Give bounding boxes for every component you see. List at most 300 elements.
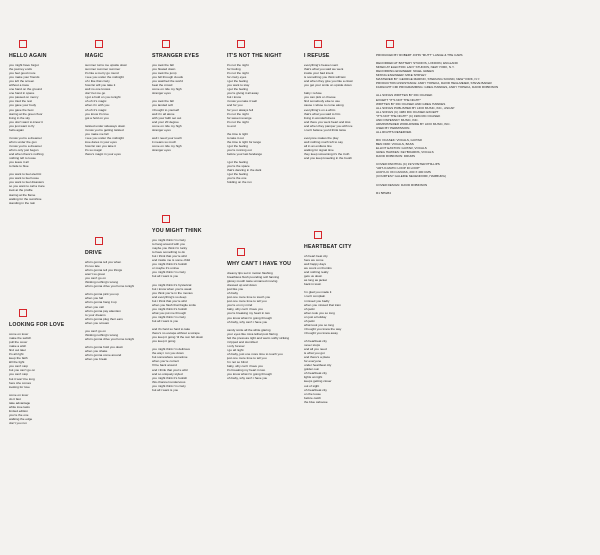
lyric-line: pull the cover (9, 340, 28, 345)
lyric-line: you leave it all (9, 160, 29, 165)
song-title: STRANGER EYES (152, 53, 199, 59)
credits-block (376, 40, 498, 195)
credit-line: RIC OCASEK: VOCALS, GUITAR (376, 137, 422, 142)
lyric-line: when you shake (85, 349, 108, 354)
lyric-line: who's gonna plug their ears (85, 316, 123, 321)
lyric-line: it's all right (9, 352, 24, 357)
lyric-line: baby, why can't i have you (227, 364, 263, 369)
lyric-line: you gave your body (9, 103, 37, 108)
lyric-line: you can't stop (9, 364, 28, 369)
lyric-line: you can pick or choose (304, 95, 336, 100)
lyric-line: you might think i'm crazy (152, 314, 186, 319)
lyric-line: to hang around with you (152, 242, 186, 247)
lyric-line: when you fall (85, 296, 104, 301)
lyric-line: well happy days (304, 262, 327, 267)
lyric-line: all in an endless line (304, 143, 332, 148)
credit-line: MASTERED BY: GEORGE MARINO, STERLING SOUND, NEW YORK, N.Y. (376, 77, 481, 82)
lyric-line: you landed soft (152, 103, 173, 108)
lyric-line: we count on thumbs (304, 266, 332, 271)
lyric-line: everyone makes the play (304, 135, 339, 140)
lyric-line: you can't stop (9, 372, 28, 377)
lyric-line: that's what you said we went (304, 67, 344, 72)
lyric-line: you might have forgot (9, 63, 39, 67)
song-title: IT'S NOT THE NIGHT (227, 53, 282, 59)
lyric-line: you think you're in the movies (152, 290, 193, 295)
lyric-line: and so uniquely styled (152, 371, 183, 376)
lyric-line: and all you need (304, 347, 327, 352)
lyric-line: staring at the green floor (9, 111, 43, 116)
lyric-line: come on lover (9, 392, 29, 397)
lyric-line: you want to feel disasters (9, 180, 44, 185)
credit-line: ADMINISTERED WORLDWIDE BY LIDO MUSIC, INC. (376, 121, 451, 126)
red-square-icon (386, 40, 394, 48)
lyric-line: i see you under the midnight (85, 75, 124, 80)
lyric-line: keep the faith (9, 356, 28, 361)
lyric-line: oh heartbeat city (304, 338, 327, 343)
lyric-line: one hand on the ground (9, 87, 42, 92)
song-lyrics (9, 63, 47, 205)
lyric-line: on just a holiday (304, 314, 327, 319)
song-why-cant-i-have-you (227, 248, 291, 380)
red-square-icon (162, 40, 170, 48)
lyric-line: i'm not so blind (227, 360, 248, 365)
lyric-line: you tried the rest (9, 99, 33, 104)
lyric-line: who's gonna drive you home tonight (85, 284, 135, 289)
lyric-line: that's what you said to him (304, 111, 341, 116)
lyric-line: well nothing much left to say (304, 139, 343, 144)
lyric-line: dreamy lips set in motion flashing (227, 271, 273, 275)
lyric-line: you can't go on (85, 276, 106, 281)
song-magic (85, 40, 127, 156)
lyric-line: maybe you think i'm lucky (152, 246, 188, 251)
lyric-line: just like you (227, 287, 244, 292)
lyric-line: you make me fall (85, 131, 109, 136)
lyric-line: it's so magic (85, 147, 102, 152)
lyric-line: i tripped and stumbled (227, 339, 258, 344)
lyric-line: there's no escape without a scrape (152, 331, 200, 336)
lyric-line: you're on my mind (227, 303, 253, 308)
lyric-line: how far can you take it (85, 143, 116, 148)
lyric-line: got a hold on you (85, 115, 109, 120)
lyric-line: keeps getting closer (304, 379, 332, 384)
lyric-line: you took the fall (152, 99, 174, 104)
credit-line: PRODUCTION ASSISTANCE: ANDY TOPEKA, DAVID HEGLMEIER, STEVE BAKER (376, 81, 492, 86)
lyric-line: it's not the night (227, 71, 249, 76)
credit-line: DAVID ROBINSON: DRUMS (376, 154, 416, 159)
lyric-line: or maybe it's untrue (152, 266, 180, 271)
lyric-line: the time is right (227, 131, 248, 136)
red-square-icon (314, 40, 322, 48)
credit-line: GREG HAWKES: KEYBOARDS, VOCALS (376, 150, 434, 155)
credit-line: RECORDED AT BATTERY STUDIOS, LONDON, ENGLAND (376, 61, 458, 66)
lyric-line: to have something to do (152, 250, 186, 255)
lyric-line: as long as jacket (304, 278, 328, 283)
lyric-line: i only forever (227, 343, 245, 348)
lyric-line: it's too late (85, 264, 100, 269)
lyric-line: there's magic in your eyes (85, 152, 121, 157)
song-you-might-think (152, 215, 203, 392)
lyric-line: you might think i'm crazy (152, 383, 186, 388)
lyric-line: they keep screaming it's the truth (304, 152, 350, 157)
lyric-line: waiting for signal time (304, 147, 334, 152)
credit-line: ELLIOT EASTON: GUITAR, VOCALS (376, 146, 427, 151)
lyric-line: i got a hold on you tonight (85, 95, 121, 100)
lyric-line: i can't complain (304, 294, 326, 299)
lyric-line: oh baby, why can't i have you (227, 319, 268, 324)
lyric-line: for crazy eyes (227, 75, 247, 80)
lyric-line: come on ride my high (152, 143, 182, 148)
lyric-line: while love lasts (9, 404, 30, 409)
lyric-line: that's dancing in the dark (227, 168, 262, 173)
lyric-line: you keep it going 'til the sun fell down (152, 335, 204, 340)
lyric-line: stranger eyes (152, 147, 171, 152)
lyric-line: limited edition (9, 408, 28, 413)
lyric-line: i got the feeling (227, 160, 248, 165)
song-title: MAGIC (85, 53, 104, 59)
lyric-line: but somewhere sometime (152, 355, 188, 360)
lyric-line: for sweet revenge (227, 115, 252, 120)
lyric-line: i know you take it well (227, 99, 257, 104)
red-square-icon (237, 248, 245, 256)
lyric-line: find somebody else to use (304, 99, 340, 104)
lyric-line: i thought you knew the way (304, 326, 342, 331)
song-lyrics (227, 63, 282, 184)
lyric-line: when took you so long (304, 310, 335, 315)
lyric-line: you might think i'm delirious (152, 347, 190, 352)
lyric-line: oh heartbeat city (304, 371, 327, 376)
lyric-line: and there you went heart and kiss (304, 119, 351, 124)
red-square-icon (162, 215, 170, 223)
lyric-line: baby, why can't i have you (227, 307, 263, 312)
song-lyrics (304, 254, 352, 404)
credit-line: ACRYLIC ON CANVAS, 200 X 400 CMS (376, 170, 431, 175)
credit-line: AND OSPENSKY MUSIC, INC. (376, 117, 419, 122)
credit-line: ALL RIGHTS RESERVED. (376, 129, 413, 134)
credit-line: MIXING ENGINEER: MIKE SHIPLEY (376, 73, 427, 78)
lyric-line: to end (227, 123, 236, 128)
song-title: I REFUSE (304, 53, 330, 59)
lyric-line: it's not the night (227, 111, 249, 116)
lyric-line: walking the edge (9, 416, 33, 421)
lyric-line: make the switch (9, 336, 32, 341)
lyric-line: i know you're a dreamer (9, 143, 42, 148)
lyric-line: but all i want is you (152, 387, 179, 392)
lyric-line: oh oh it's magic (85, 107, 107, 112)
lyric-line: and when they give you like a clown (304, 79, 354, 84)
lyric-line: you can't go on (85, 328, 106, 333)
red-square-icon (19, 309, 27, 317)
lyric-line: just one more time to tell you (227, 299, 267, 304)
credit-line: WRITTEN BY RIC OCASEK AND GREG HAWKES (376, 101, 446, 106)
credits-text (376, 53, 498, 195)
lyric-line: find out later (9, 348, 27, 353)
lyric-line: come on ride my high (152, 123, 182, 128)
lyric-line: and you keep kneeling in the booth (304, 156, 352, 161)
lyric-line: you're the one (9, 412, 29, 417)
lyric-line: who's gonna come around (85, 353, 122, 358)
song-lyrics (9, 332, 64, 425)
credit-line: PRODUCED BY ROBERT JOHN "MUTT" LANGE & THE CARS (376, 53, 463, 57)
lyric-line: it's like a merry go round (85, 71, 119, 76)
lyric-line: you don't want to know it (9, 119, 43, 124)
lyric-line: but all i want is you (152, 318, 179, 323)
lyric-line: you want to feel electric (9, 172, 42, 177)
lyric-line: summer turns me upside down (85, 63, 128, 67)
lyric-line: i'm glad you made it (304, 290, 332, 295)
lyric-line: dressed up and down (227, 283, 257, 288)
lyric-line: you're running out (227, 147, 252, 152)
lyric-line: is what you got (304, 351, 325, 356)
credit-line: COVER DESIGN: DAVID ROBINSON (376, 182, 428, 187)
lyric-line: standing in the rain (9, 200, 36, 205)
lyric-line: holding on the run (227, 180, 252, 185)
lyric-line: who's gonna drive you home tonight (85, 336, 135, 341)
lyric-line: but you can't go on (9, 368, 36, 373)
lyric-line: you might think i'm crazy (152, 270, 186, 275)
lyric-line: and there's a place (304, 355, 331, 360)
lyric-line: who's under the gun (9, 139, 37, 144)
lyric-line: come on ride my high (152, 87, 182, 92)
lyric-line: well no one knows (85, 87, 111, 92)
lyric-line: i get the feeling (227, 87, 248, 92)
lyric-line: under heartbeat city (304, 363, 332, 368)
lyric-line: i know you're a dreamer (9, 135, 42, 140)
lyric-line: here she comes (9, 380, 32, 385)
lyric-line: you want to feel loose (9, 176, 39, 181)
song-stranger-eyes (152, 40, 199, 152)
lyric-line: you fell through clouds (152, 75, 183, 80)
lyric-line: aren't so great (85, 272, 105, 277)
lyric-line: the time is right for tango (227, 139, 262, 144)
credit-line: FAIRLIGHT CMI PROGRAMMING: GREG HAWKES, ANDY TOPEKA, DAVID ROBINSON (376, 85, 499, 90)
lyric-line: when i'm with you (85, 103, 110, 108)
lyric-line: who's gonna pay attention (85, 308, 121, 313)
lyric-line: and your 20 degree (152, 119, 179, 124)
lyric-line: you know what i'm going through (227, 372, 272, 377)
lyric-line: for you i always fell (227, 107, 254, 112)
lyric-line: living in wonderfulness (304, 115, 336, 120)
credit-line: USED BY PERMISSION. (376, 125, 411, 130)
lyric-line: what you put me through (152, 310, 187, 315)
lyric-line: you want to stay (227, 83, 250, 88)
song-title: HELLO AGAIN (9, 53, 47, 59)
lyric-line: out of sight (304, 383, 320, 388)
lyric-line: oh baby, just one more time to touch you (227, 351, 283, 356)
lyric-line: love dares in your eyes (85, 139, 117, 144)
lyric-line: felt the pressure tight and warm softly striking (227, 335, 290, 340)
lyric-line: everything's heaven sent (304, 63, 339, 67)
lyric-line: beat the crowd (152, 83, 173, 88)
lyric-line: to take it out (227, 135, 244, 140)
lyric-line: i thought to yourself (152, 107, 180, 112)
lyric-line: you passed on mercy (9, 95, 39, 100)
lyric-line: oh i like that crazy (85, 79, 110, 84)
lyric-line: look at the profile (9, 188, 33, 193)
lyric-line: i know you're getting twisted (85, 127, 124, 132)
lyric-line: lights at night (304, 375, 323, 380)
lyric-line: the way i run you down (152, 351, 184, 356)
lyric-line: you're the space (227, 164, 250, 169)
song-heartbeat-city (304, 231, 352, 404)
lyric-line: cause i refuse to come along (304, 103, 344, 108)
lyric-line: i'll be back around (152, 363, 177, 368)
lyric-line: but all i want is you (152, 274, 179, 279)
lyric-line: oh baby (227, 291, 239, 296)
lyric-line: here we come (304, 258, 324, 263)
red-square-icon (237, 40, 245, 48)
lyric-line: how far will you take it (85, 83, 116, 88)
credit-line: ALL SONGS PUBLISHED BY LIDO MUSIC, INC., ASCAP (376, 105, 455, 110)
song-lyrics (85, 63, 127, 156)
lyric-line: but it won't be long (9, 376, 35, 381)
song-lyrics (227, 271, 291, 380)
lyric-line: staring at the flame (9, 192, 36, 197)
song-lyrics (85, 260, 134, 361)
lyric-line: you're breaking my heart in two (227, 311, 270, 316)
lyric-line: gets us down (304, 274, 323, 279)
song-looking-for-love (9, 309, 64, 425)
lyric-line: who's gonna tell you things (85, 268, 123, 273)
lyric-line: you're giving it all away (227, 91, 259, 96)
lyric-line: you floated down (152, 67, 176, 72)
lyric-line: stranger eyes (152, 127, 171, 132)
lyric-line: oh heartbeat city (304, 387, 327, 392)
lyric-line: you gave the best (9, 107, 34, 112)
lyric-line: you took the jump (152, 71, 177, 76)
lyric-line: to fade to blue (9, 164, 29, 169)
lyric-line: make a wish (9, 344, 27, 349)
lyric-line: you might think i'm crazy (152, 238, 186, 242)
credit-line: "ART-O-MATIC LOOP DI LOOP" (376, 166, 421, 171)
lyric-line: this channel rendezvous (152, 379, 186, 384)
lyric-line: it's not the night (227, 63, 249, 67)
lyric-line: take advantage (9, 400, 31, 405)
lyric-line: you might think it's foolish (152, 375, 188, 380)
lyric-line: never stops (304, 343, 320, 348)
lyric-line: it means so much (152, 139, 177, 144)
lyric-line: when you scream (85, 320, 110, 325)
lyric-line: is something you think will last (304, 75, 346, 80)
lyric-line: what took you so long (304, 322, 334, 327)
lyric-line: you might think it's hysterical (152, 282, 192, 287)
lyric-line: and nothing really (304, 270, 329, 275)
lyric-line: you might think it's foolish (152, 306, 188, 311)
lyric-line: who's gonna hang it up (85, 300, 117, 305)
lyric-line: oh baby, why can't i have you (227, 376, 268, 381)
lyric-line: who's gonna pick you up (85, 292, 119, 297)
credit-line: BEN ORR: VOCALS, BASS (376, 142, 414, 147)
lyric-line: living in the sky (9, 115, 30, 120)
lyric-line: and it's hard so hard to take (152, 327, 191, 332)
lyric-line: don't you run (9, 421, 27, 426)
red-square-icon (19, 40, 27, 48)
lyric-line: don't let me go (85, 91, 106, 96)
lyric-line: i can't believe you'd think twice (304, 127, 347, 132)
lyric-line: stranger eyes (152, 91, 171, 96)
lyric-line: and when they pamper you with ice (304, 123, 353, 128)
lyric-line: thinking nothing's wrong (85, 280, 119, 285)
lyric-line: breathless flush pounding soft fanning (227, 275, 280, 280)
lyric-line: i see you under the midnight (85, 135, 124, 140)
lyric-line: you get your smile on upside down (304, 83, 352, 88)
song-drive (85, 237, 134, 361)
lyric-line: thinking nothing's wrong (85, 332, 119, 337)
lyric-line: when you missed that train (304, 302, 341, 307)
lyric-line: you keep it going (152, 339, 176, 344)
lyric-line: everything's on a whim (304, 107, 336, 112)
lyric-line: to your dreams (85, 312, 106, 317)
lyric-line: do it fast (9, 396, 21, 401)
lyric-line: you know what i'm going through (227, 315, 272, 320)
lyric-line: but i know (227, 95, 241, 100)
red-square-icon (314, 231, 322, 239)
lyric-line: hello again (9, 127, 24, 132)
lyric-line: the journey ends (9, 67, 32, 72)
lyric-line: you watched the world (152, 79, 183, 84)
credit-line: (COURTESY GALERIE NEUENDORF, HAMBURG) (376, 174, 446, 179)
credit-line: COVER PAINTING (C) 1972 PETER PHILLIPS (376, 162, 440, 167)
lyric-line: it's breaking my heart in two (227, 368, 266, 373)
lyric-line: nothing left to loose (9, 156, 36, 161)
lyric-line: i missed you badly (304, 298, 330, 303)
lyric-line: one hand in space (9, 91, 35, 96)
lyric-line: without a trace (9, 83, 30, 88)
lyric-line: back in town (304, 282, 322, 287)
lyric-line: you took the fall (152, 63, 174, 67)
lyric-line: just one more time to touch you (227, 295, 271, 300)
lyric-line: who's only just begun (9, 147, 39, 152)
lyric-line: but i think that you're wild (152, 298, 187, 303)
lyric-line: waiting for the sunshine (9, 196, 42, 201)
lyric-line: golden sun (304, 367, 320, 372)
lyric-line: baby i refuse (304, 91, 322, 96)
song-hello-again (9, 40, 47, 205)
lyric-line: with your faith set out (152, 115, 182, 120)
credit-line: RECORDING ENGINEER: NIGEL GREEN (376, 69, 434, 74)
lyric-line: for everyone (304, 359, 322, 364)
lyric-line: when you call (85, 304, 104, 309)
song-title: LOOKING FOR LOVE (9, 322, 65, 328)
song-lyrics (152, 63, 199, 152)
lyric-line: who's gonna tell you when (85, 260, 122, 264)
lyric-line: you might think it's foolish (152, 262, 188, 267)
song-title: YOU MIGHT THINK (152, 228, 202, 234)
song-lyrics (304, 63, 353, 160)
lyric-line: and inside me is some child (152, 258, 191, 263)
lyric-line: and when there's nothing (9, 152, 44, 157)
lyric-line: and everything's so deep (152, 294, 187, 299)
song-i-refuse (304, 40, 353, 160)
lyric-line: you know it's true (85, 111, 109, 116)
lyric-line: well i need your touch (152, 135, 182, 140)
lyric-line: oh oh it's magic (85, 99, 107, 104)
lyric-line: your eyes like mica lethal post flaring (227, 331, 278, 336)
red-square-icon (95, 40, 103, 48)
lyric-line: oh heart beat city (304, 254, 328, 258)
lyric-line: summer summer summer (85, 67, 121, 72)
lyric-line: kill the light (9, 360, 25, 365)
lyric-line: so you want to call a truce (9, 184, 45, 189)
lyric-line: and i think that you're wild (152, 367, 188, 372)
lyric-line: on the loose (304, 391, 321, 396)
credit-line: ALL SONGS WRITTEN BY RIC OCASEK (376, 93, 433, 98)
lyric-line: you make your friends (9, 75, 40, 80)
lyric-line: when you flash that fragile smile (152, 302, 197, 307)
lyric-line: you're the one (227, 176, 247, 181)
credit-line: MIXED AT ELECTRIC LADY STUDIOS, NEW YORK, N.Y. (376, 65, 455, 70)
lyric-line: come on lover (9, 332, 29, 336)
song-title: WHY CAN'T I HAVE YOU (227, 261, 292, 267)
